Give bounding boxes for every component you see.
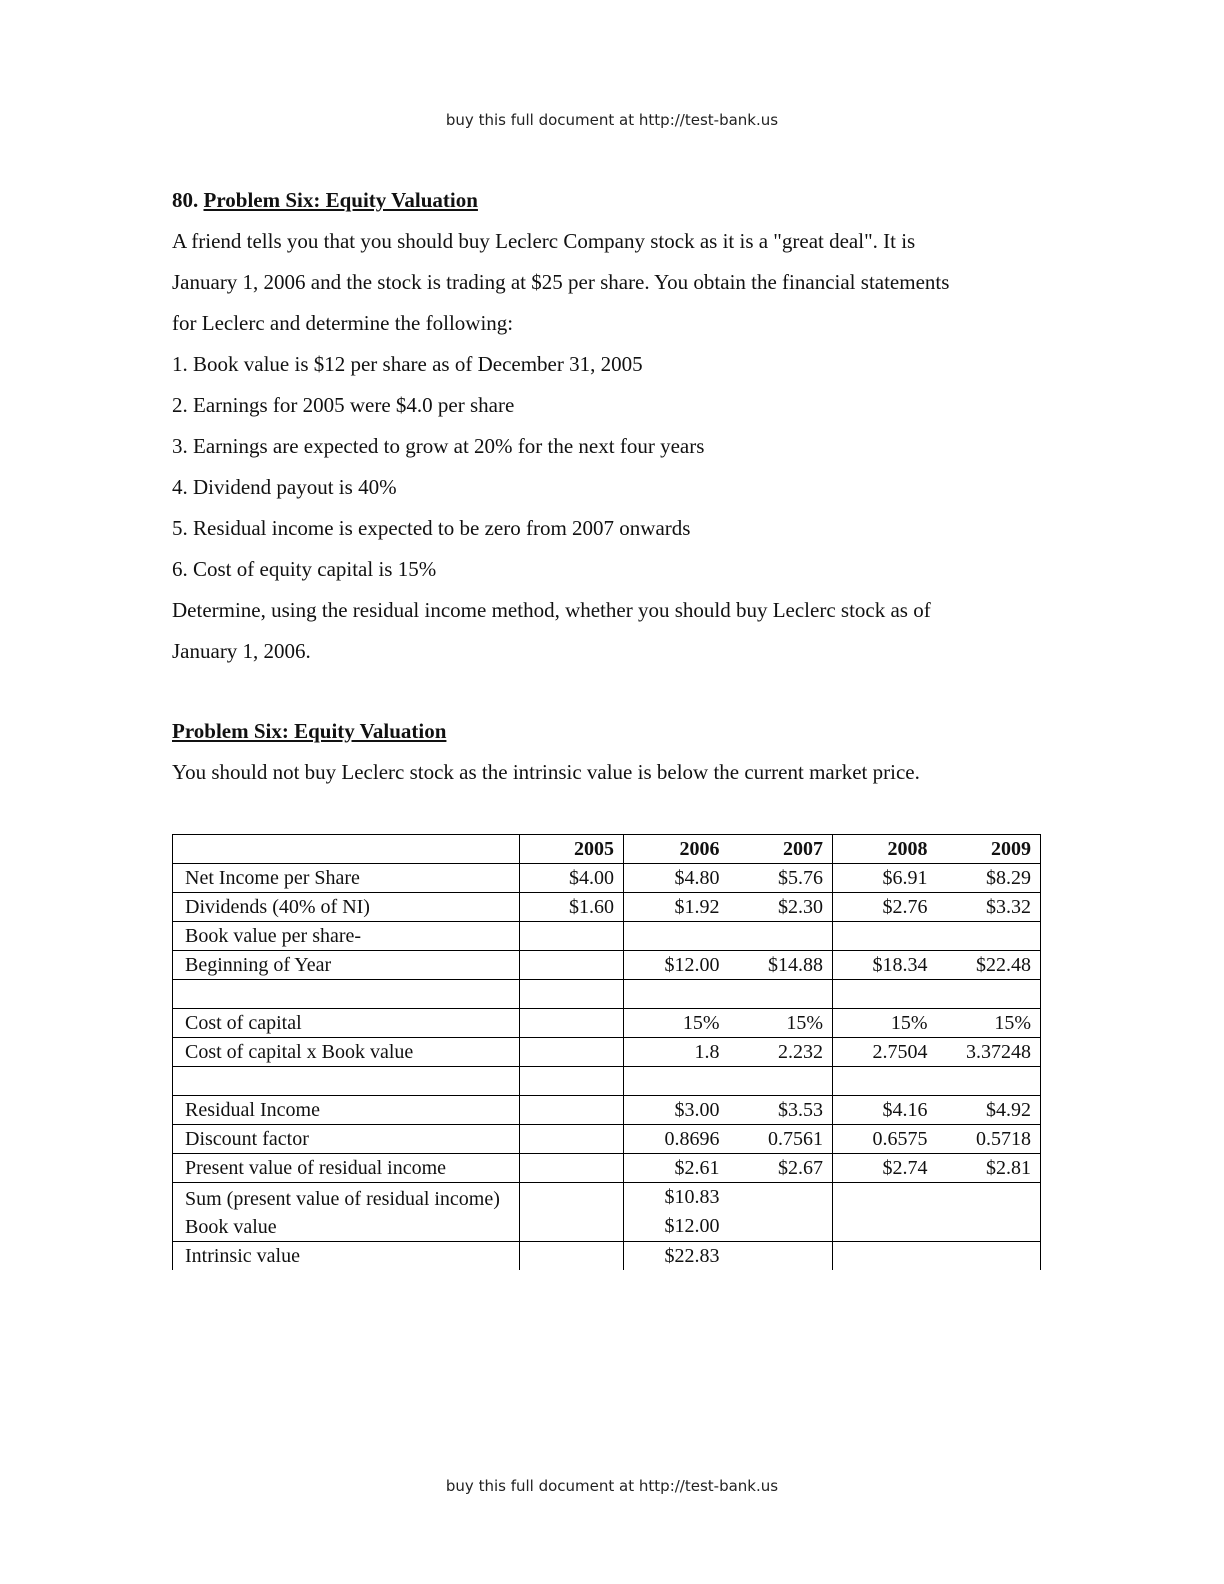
table-row — [173, 1009, 1041, 1038]
row-label: Dividends (40% of NI) — [173, 893, 520, 922]
table-cell — [520, 1009, 624, 1038]
intro-line: January 1, 2006 and the stock is trading at $25 per share. You obtain the financial statements — [172, 270, 950, 294]
table-cell: 15% — [729, 1009, 833, 1038]
table-row — [173, 864, 1041, 893]
row-label: Present value of residual income — [173, 1154, 520, 1183]
row-label: Net Income per Share — [173, 864, 520, 893]
table-cell: $2.81 — [937, 1154, 1041, 1183]
table-cell: 0.5718 — [937, 1125, 1041, 1154]
table-row — [173, 1096, 1041, 1125]
answer-title: Problem Six: Equity Valuation — [172, 719, 447, 743]
table-cell: 3.37248 — [937, 1038, 1041, 1067]
table-cell: $14.88 — [729, 951, 833, 980]
table-row — [173, 922, 1041, 951]
question-number: 80. — [172, 188, 199, 212]
given-item: 6. Cost of equity capital is 15% — [172, 557, 437, 581]
table-cell: $8.29 — [937, 864, 1041, 893]
table-row — [173, 951, 1041, 980]
table-cell: $22.48 — [937, 951, 1041, 980]
book-value-value: $12.00 — [664, 1215, 720, 1237]
table-cell: $5.76 — [729, 864, 833, 893]
table-cell: $4.16 — [882, 1099, 928, 1121]
table-cell: $4.80 — [674, 867, 720, 889]
table-row — [173, 1038, 1041, 1067]
table-cell: 0.7561 — [729, 1125, 833, 1154]
intrinsic-value-label: Intrinsic value — [173, 1242, 520, 1271]
table-cell: $1.92 — [674, 896, 720, 918]
valuation-table — [172, 834, 1041, 1270]
year-header: 2009 — [937, 835, 1041, 864]
intrinsic-row — [173, 1242, 1041, 1271]
intrinsic-value: $22.83 — [664, 1245, 720, 1267]
table-row — [173, 1154, 1041, 1183]
footer-watermark: buy this full document at http://test-bank.us — [445, 1477, 779, 1495]
table-cell: 0.6575 — [872, 1128, 928, 1150]
table-cell: $3.32 — [937, 893, 1041, 922]
row-label: Residual Income — [173, 1096, 520, 1125]
summary-labels — [173, 1183, 520, 1242]
table-cell: $18.34 — [872, 954, 928, 976]
row-label: Book value per share- — [173, 922, 520, 951]
table-cell: $3.53 — [729, 1096, 833, 1125]
row-label: Cost of capital — [173, 1009, 520, 1038]
table-spacer-row — [173, 1067, 1041, 1096]
question-title: Problem Six: Equity Valuation — [203, 188, 478, 212]
year-header: 2006 — [679, 838, 720, 860]
table-header-row — [173, 835, 1041, 864]
table-cell — [520, 1125, 624, 1154]
table-cell: 1.8 — [694, 1041, 720, 1063]
given-item: 1. Book value is $12 per share as of December 31, 2005 — [172, 352, 643, 376]
year-header: 2008 — [887, 838, 928, 860]
question-heading — [172, 180, 1072, 221]
closing-line: January 1, 2006. — [172, 639, 311, 663]
table-cell — [520, 951, 624, 980]
table-cell: 15% — [937, 1009, 1041, 1038]
question-block — [172, 180, 1072, 672]
table-cell: $12.00 — [664, 954, 720, 976]
given-item: 5. Residual income is expected to be zero from 2007 onwards — [172, 516, 691, 540]
table-row — [173, 893, 1041, 922]
given-item: 4. Dividend payout is 40% — [172, 475, 397, 499]
table-cell: $6.91 — [882, 867, 928, 889]
table-cell — [520, 1154, 624, 1183]
table-cell: $4.92 — [937, 1096, 1041, 1125]
table-cell: $3.00 — [674, 1099, 720, 1121]
year-header: 2007 — [729, 835, 833, 864]
table-cell: $2.74 — [882, 1157, 928, 1179]
table-cell: $2.61 — [674, 1157, 720, 1179]
given-item: 2. Earnings for 2005 were $4.0 per share — [172, 393, 515, 417]
table-cell: $2.76 — [882, 896, 928, 918]
intro-line: for Leclerc and determine the following: — [172, 311, 514, 335]
closing-line: Determine, using the residual income method, whether you should buy Leclerc stock as of — [172, 598, 931, 622]
sum-pv-label: Sum (present value of residual income) — [185, 1188, 500, 1210]
given-item: 3. Earnings are expected to grow at 20% for the next four years — [172, 434, 705, 458]
table-row — [173, 1125, 1041, 1154]
sum-pv-value: $10.83 — [664, 1186, 720, 1208]
row-label: Discount factor — [173, 1125, 520, 1154]
header-watermark: buy this full document at http://test-bank.us — [445, 111, 779, 129]
table-cell: $4.00 — [520, 864, 624, 893]
book-value-label: Book value — [185, 1216, 277, 1238]
table-cell: $2.30 — [729, 893, 833, 922]
table-spacer-row — [173, 980, 1041, 1009]
table-cell: $2.67 — [729, 1154, 833, 1183]
table-cell — [520, 1038, 624, 1067]
table-cell: 15% — [890, 1012, 928, 1034]
table-cell: $1.60 — [520, 893, 624, 922]
answer-text: You should not buy Leclerc stock as the intrinsic value is below the current market price. — [172, 760, 920, 784]
row-label: Beginning of Year — [173, 951, 520, 980]
row-label: Cost of capital x Book value — [173, 1038, 520, 1067]
intro-line: A friend tells you that you should buy Leclerc Company stock as it is a "great deal". It is — [172, 229, 916, 253]
table-cell: 15% — [682, 1012, 720, 1034]
table-cell — [520, 1096, 624, 1125]
table-cell: 2.7504 — [872, 1041, 928, 1063]
summary-row — [173, 1183, 1041, 1242]
year-header: 2005 — [520, 835, 624, 864]
table-cell: 2.232 — [729, 1038, 833, 1067]
table-cell: 0.8696 — [664, 1128, 720, 1150]
